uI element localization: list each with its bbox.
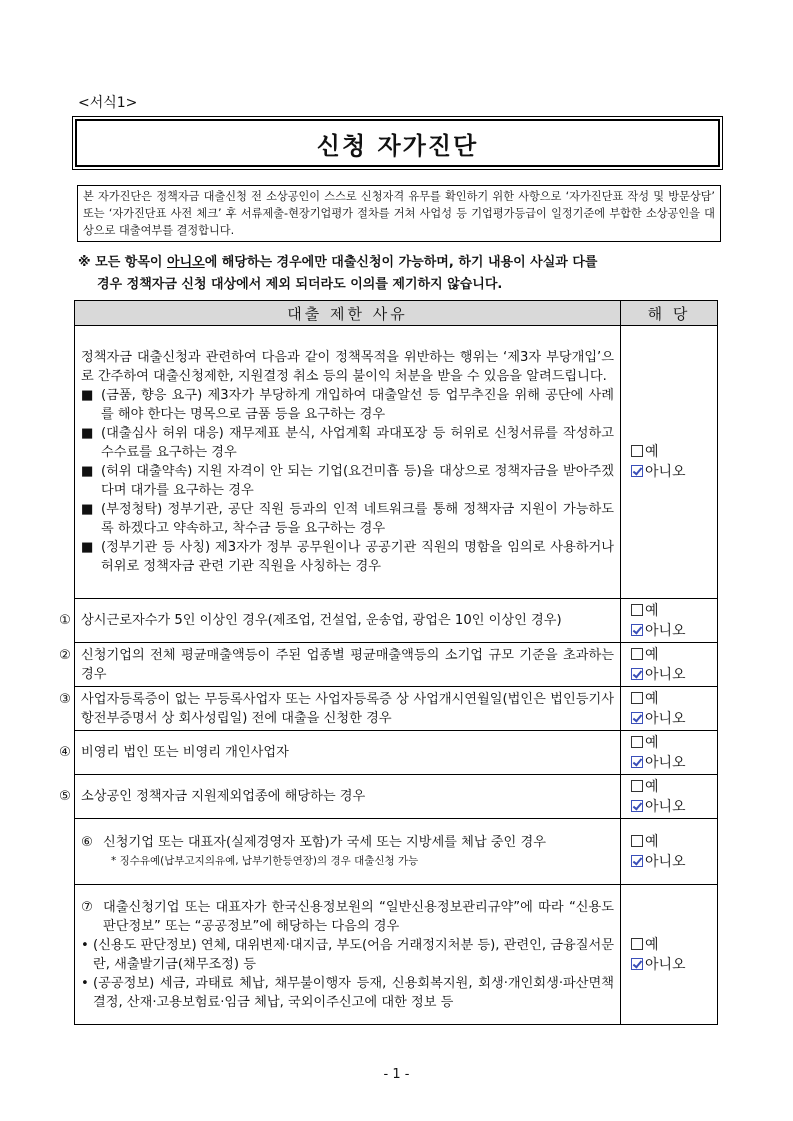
no-option[interactable]: 아니오 (631, 709, 716, 729)
yes-option[interactable]: 예 (631, 832, 716, 852)
no-option[interactable]: 아니오 (631, 955, 716, 975)
checkbox-icon[interactable] (631, 648, 643, 660)
form-number: <서식1> (78, 95, 138, 111)
third-party-intervention: 정책자금 대출신청과 관련하여 다음과 같이 정책목적을 위반하는 행위는 ‘제3자 부당개입’으로 간주하여 대출신청제한, 지원결정 취소 등의 불이익 처분을 받을 수 있음을 알려드립니다. ■ (금품, 향응 요구) 제3자가 부당하게 개입하여 대출알선 등 업무추진을 위해 공단에 사례를 해야 한다는 명목으로 금품 등을 요구하는 경우 ■ (대출심사 허위 대응) 재무제표 분식, 사업계획 과대포장 등 허위로 신청서류를 작성하고 수수료를 요구하는 경우 ■ (허위 대출약속) 지원 자격이 안 되는 기업(요건미흡 등)을 대상으로 정책자금을 받아주겠다며 대가를 요구하는 경우 ■ (부정청탁) 정부기관, 공단 직원 등과의 인적 네트워크를 통해 정책자금 지원이 가능하도록 하겠다고 약속하고, 착수금 등을 요구하는 경우 ■ (정부기관 등 사칭) 제3자가 정부 공무원이나 공공기관 직원의 명함을 임의로 사용하거나 허위로 정책자금 관련 기관 직원을 사칭하는 경우 (75, 326, 621, 599)
reason-2: ② 신청기업의 전체 평균매출액등이 주된 업종별 평균매출액등의 소기업 규모 기준을 초과하는 경우 (75, 643, 621, 687)
checkbox-icon[interactable] (631, 736, 643, 748)
notice-underlined: 아니오 (167, 255, 205, 270)
no-option[interactable]: 아니오 (631, 621, 716, 641)
answer-cell (621, 643, 718, 687)
checkbox-icon[interactable] (631, 938, 643, 950)
header-reason: 대출 제한 사유 (75, 301, 621, 326)
yes-option[interactable]: 예 (631, 689, 716, 709)
notice: ※ 모든 항목이 아니오에 해당하는 경우에만 대출신청이 가능하며, 하기 내용이 사실과 다를 경우 정책자금 신청 대상에서 제외 되더라도 이의를 제기하지 않습니다. (78, 255, 598, 292)
checked-checkbox-icon[interactable] (631, 855, 643, 867)
page-title: 신청 자가진단 (75, 119, 720, 167)
table-row (75, 599, 718, 643)
reason-6: ⑥ 신청기업 또는 대표자(실제경영자 포함)가 국세 또는 지방세를 체납 중인 경우 * 징수유예(납부고지의유예, 납부기한등연장)의 경우 대출신청 가능 (75, 819, 621, 885)
table-row (75, 775, 718, 819)
reason-3: ③ 사업자등록증이 없는 무등록사업자 또는 사업자등록증 상 사업개시연월일(법인은 법인등기사항전부증명서 상 회사성립일) 전에 대출을 신청한 경우 (75, 687, 621, 731)
table-row (75, 326, 718, 599)
table-row (75, 885, 718, 1025)
reason-6-note: * 징수유예(납부고지의유예, 납부기한등연장)의 경우 대출신청 가능 (111, 854, 419, 867)
no-option[interactable]: 아니오 (631, 797, 716, 817)
no-option[interactable]: 아니오 (631, 462, 716, 482)
checked-checkbox-icon[interactable] (631, 465, 643, 477)
answer-cell (621, 731, 718, 775)
yes-option[interactable]: 예 (631, 935, 716, 955)
yes-option[interactable]: 예 (631, 645, 716, 665)
table-row (75, 731, 718, 775)
checkbox-icon[interactable] (631, 692, 643, 704)
no-option[interactable]: 아니오 (631, 665, 716, 685)
reason-1: ① 상시근로자수가 5인 이상인 경우(제조업, 건설업, 운송업, 광업은 10인 이상인 경우) (75, 599, 621, 643)
reason-4: ④ 비영리 법인 또는 비영리 개인사업자 (75, 731, 621, 775)
page-number: - 1 - (383, 1067, 410, 1082)
table-row (75, 643, 718, 687)
reason-7: ⑦ 대출신청기업 또는 대표자가 한국신용정보원의 “일반신용정보관리규약”에 따라 “신용도판단정보” 또는 “공공정보”에 해당하는 다음의 경우 • (신용도 판단정보) 연체, 대위변제·대지급, 부도(어음 거래정지처분 등), 관련인, 금융질서문란, 새출발기금(채무조정) 등 • (공공정보) 세금, 과태료 체납, 채무불이행자 등재, 신용회복지원, 회생·개인회생·파산면책 결정, 산재·고용보험료·임금 체납, 국외이주신고에 대한 정보 등 (75, 885, 621, 1025)
reason-5: ⑤ 소상공인 정책자금 지원제외업종에 해당하는 경우 (75, 775, 621, 819)
answer-cell (621, 775, 718, 819)
restriction-table (59, 300, 718, 1025)
yes-option[interactable]: 예 (631, 733, 716, 753)
answer-cell (621, 326, 718, 599)
yes-option[interactable]: 예 (631, 442, 716, 462)
checked-checkbox-icon[interactable] (631, 800, 643, 812)
answer-cell (621, 599, 718, 643)
no-option[interactable]: 아니오 (631, 852, 716, 872)
table-row (75, 687, 718, 731)
table-row (75, 819, 718, 885)
intro-text: 본 자가진단은 정책자금 대출신청 전 소상공인이 스스로 신청자격 유무를 확인하기 위한 사항으로 ‘자가진단표 작성 및 방문상담’ 또는 ‘자가진단표 사전 체크’ 후 서류제출-현장기업평가 절차를 거쳐 사업성 등 기업평가등급이 일정기준에 부합한 소상공인을 대상으로 대출여부를 결정합니다. (77, 185, 721, 242)
checked-checkbox-icon[interactable] (631, 712, 643, 724)
checkbox-icon[interactable] (631, 780, 643, 792)
answer-cell (621, 819, 718, 885)
checked-checkbox-icon[interactable] (631, 756, 643, 768)
checkbox-icon[interactable] (631, 835, 643, 847)
checked-checkbox-icon[interactable] (631, 624, 643, 636)
checked-checkbox-icon[interactable] (631, 668, 643, 680)
checked-checkbox-icon[interactable] (631, 958, 643, 970)
answer-cell (621, 885, 718, 1025)
no-option[interactable]: 아니오 (631, 753, 716, 773)
yes-option[interactable]: 예 (631, 601, 716, 621)
header-check: 해 당 (621, 301, 718, 326)
yes-option[interactable]: 예 (631, 777, 716, 797)
checkbox-icon[interactable] (631, 604, 643, 616)
answer-cell (621, 687, 718, 731)
checkbox-icon[interactable] (631, 445, 643, 457)
